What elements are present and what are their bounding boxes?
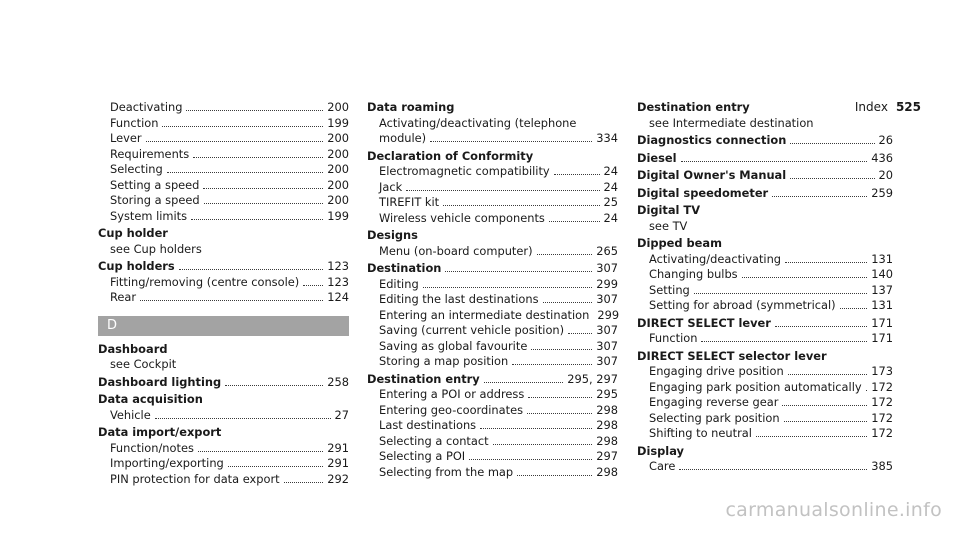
entry-label: Destination entry (637, 100, 750, 114)
dot-leader (146, 141, 324, 142)
sub-entry (98, 456, 349, 472)
sub-entry (367, 403, 618, 419)
dot-leader (155, 418, 331, 419)
entry-label: Saving (current vehicle position) (379, 323, 565, 337)
sub-entry (98, 147, 349, 163)
dot-leader (423, 287, 593, 288)
page-ref[interactable]: 200 (327, 131, 349, 145)
entry-label: Cup holder (98, 226, 168, 240)
dot-leader (866, 390, 868, 391)
page-ref[interactable]: 172 (871, 426, 893, 440)
entry-label: Function/notes (110, 440, 194, 455)
dot-leader (543, 302, 593, 303)
entry-label: Rear (110, 290, 137, 304)
sub-entry (98, 100, 349, 116)
index-column-3 (637, 100, 893, 477)
dot-leader (480, 428, 592, 429)
dot-leader (512, 364, 592, 365)
dot-leader (549, 221, 600, 222)
page-ref[interactable]: 385 (871, 459, 893, 473)
page-ref[interactable]: 334 (596, 131, 618, 145)
page-ref[interactable]: 295, 297 (567, 371, 618, 386)
dot-leader (756, 436, 867, 437)
index-term (637, 236, 893, 252)
sub-entry (367, 180, 618, 196)
sub-entry (98, 193, 349, 209)
entry-label: Engaging reverse gear (649, 395, 779, 409)
sub-entry (367, 131, 618, 147)
entry-label: Diagnostics connection (637, 133, 787, 147)
page-ref[interactable]: 27 (334, 407, 349, 422)
sub-entry (98, 162, 349, 178)
index-term (98, 425, 349, 441)
entry-label: Lever (110, 131, 142, 145)
entry-label: Storing a map position (379, 354, 509, 368)
page-number: 525 (895, 100, 921, 114)
entry-label: Selecting a contact (379, 433, 489, 448)
entry-label: Setting for abroad (symmetrical) (649, 298, 836, 312)
index-term (637, 168, 893, 184)
sub-entry (637, 331, 893, 347)
entry-label: Menu (on-board computer) (379, 243, 533, 258)
dot-leader (445, 271, 592, 272)
index-entry (98, 342, 349, 373)
entry-label: Dashboard (98, 341, 168, 356)
page-ref[interactable]: 200 (327, 146, 349, 161)
dot-leader (531, 349, 592, 350)
index-entry (98, 100, 349, 224)
entry-label: Wireless vehicle components (379, 210, 545, 225)
page-ref[interactable]: 131 (871, 251, 893, 266)
page-ref[interactable]: 291 (327, 456, 349, 470)
dot-leader (284, 482, 324, 483)
dot-leader (554, 174, 600, 175)
page-ref[interactable]: 265 (596, 243, 618, 258)
entry-label: Jack (379, 179, 403, 194)
section-letter-d: D (98, 316, 349, 336)
entry-label: Selecting a POI (379, 449, 466, 463)
page-ref[interactable]: 24 (603, 179, 618, 194)
index-term (98, 259, 349, 275)
page-ref[interactable]: 172 (871, 395, 893, 409)
entry-label: Deactivating (110, 100, 183, 114)
entry-label: Storing a speed (110, 193, 200, 207)
sub-entry (98, 275, 349, 291)
page-ref[interactable]: 171 (871, 315, 893, 330)
dot-leader (303, 285, 323, 286)
entry-label: DIRECT SELECT selector lever (637, 348, 827, 363)
page-ref[interactable]: 291 (327, 440, 349, 455)
index-column-2 (367, 100, 618, 482)
sub-entry (367, 323, 618, 339)
sub-entry (98, 209, 349, 225)
entry-label: Function (110, 115, 159, 130)
dot-leader (772, 196, 867, 197)
page-ref[interactable]: 259 (871, 185, 893, 200)
entry-label: DIRECT SELECT lever (637, 315, 771, 330)
sub-entry (637, 459, 893, 475)
index-entry (637, 168, 893, 184)
dot-leader (568, 333, 592, 334)
sub-entry (367, 195, 618, 211)
see-reference[interactable]: see TV (649, 218, 688, 233)
dot-leader (228, 466, 323, 467)
dot-leader (517, 475, 592, 476)
dot-leader (790, 178, 874, 179)
page-ref[interactable]: 436 (871, 150, 893, 165)
dot-leader (775, 326, 867, 327)
entry-label: Requirements (110, 146, 190, 161)
index-term (637, 151, 893, 167)
dot-leader (493, 444, 593, 445)
entry-label: Setting (649, 282, 690, 297)
index-entry (367, 100, 618, 147)
entry-label: PIN protection for data export (110, 471, 280, 486)
page-ref[interactable]: 199 (327, 115, 349, 130)
entry-label: Diesel (637, 150, 677, 165)
entry-label: Selecting (110, 162, 163, 176)
index-term (98, 375, 349, 391)
page-ref[interactable]: 171 (871, 331, 893, 345)
sub-entry (367, 465, 618, 481)
dot-leader (191, 219, 323, 220)
sub-entry (367, 418, 618, 434)
page-ref[interactable]: 123 (327, 274, 349, 289)
index-entry (367, 261, 618, 370)
index-column-1 (98, 100, 349, 489)
index-entry (637, 349, 893, 442)
page-ref[interactable]: 140 (871, 267, 893, 281)
dot-leader (484, 382, 564, 383)
sub-entry (367, 434, 618, 450)
index-entry (98, 259, 349, 306)
index-entry (637, 100, 893, 131)
index-term (367, 372, 618, 388)
sub-entry (367, 292, 618, 308)
page-ref[interactable]: 173 (871, 364, 893, 378)
dot-leader (701, 341, 867, 342)
sub-entry (98, 441, 349, 457)
entry-label: Designs (367, 228, 418, 242)
dot-leader (694, 293, 867, 294)
dot-leader (443, 205, 599, 206)
page-ref[interactable]: 298 (596, 433, 618, 448)
page-ref[interactable]: 131 (871, 298, 893, 312)
sub-entry (98, 472, 349, 488)
index-term (98, 342, 349, 358)
sub-entry (367, 164, 618, 180)
dot-leader (225, 385, 323, 386)
page-ref[interactable]: 299 (597, 307, 620, 322)
dot-leader (527, 413, 592, 414)
dot-leader (537, 254, 593, 255)
index-term (637, 100, 893, 116)
index-entry (637, 203, 893, 234)
index-term (637, 444, 893, 460)
index-term (367, 100, 618, 116)
index-term (98, 392, 349, 408)
dot-leader (790, 143, 874, 144)
page-ref[interactable]: 307 (596, 261, 618, 275)
page-ref[interactable]: 200 (327, 177, 349, 192)
entry-label: Data import/export (98, 425, 222, 439)
entry-label: Dashboard lighting (98, 374, 222, 389)
dot-leader (140, 300, 323, 301)
page-ref[interactable]: 172 (871, 379, 893, 394)
page-ref[interactable]: 200 (327, 162, 349, 176)
page-ref[interactable]: 24 (603, 164, 618, 178)
entry-label: Selecting from the map (379, 464, 514, 479)
entry-label: Changing bulbs (649, 267, 738, 281)
index-term (367, 228, 618, 244)
sub-entry (367, 211, 618, 227)
sub-entry (367, 449, 618, 465)
dot-leader (782, 405, 867, 406)
index-term (637, 203, 893, 219)
sub-entry (98, 178, 349, 194)
index-entry (98, 425, 349, 487)
index-term (637, 316, 893, 332)
index-term (367, 261, 618, 277)
dot-leader (406, 190, 599, 191)
index-entry (367, 372, 618, 481)
page-ref[interactable]: 20 (878, 168, 893, 182)
entry-label: Cup holders (98, 259, 175, 273)
entry-label: module) (379, 131, 427, 145)
page-ref[interactable]: 292 (327, 471, 349, 486)
sub-entry (637, 283, 893, 299)
entry-label: Saving as global favourite (379, 338, 528, 353)
see-reference[interactable]: see Intermediate destination (649, 115, 814, 130)
sub-entry (637, 395, 893, 411)
dot-leader (785, 262, 867, 263)
page-ref[interactable]: 295 (596, 387, 618, 401)
page-ref[interactable]: 307 (596, 292, 618, 306)
page-ref[interactable]: 199 (327, 208, 349, 223)
page-ref[interactable]: 307 (596, 338, 618, 353)
sub-entry (367, 308, 618, 324)
index-term (367, 149, 618, 165)
entry-label: Entering geo-coordinates (379, 402, 524, 417)
dot-leader (681, 161, 868, 162)
entry-label: Destination entry (367, 371, 480, 386)
entry-label: Electromagnetic compatibility (379, 164, 550, 178)
entry-label: Editing the last destinations (379, 292, 539, 306)
page-ref[interactable]: 200 (327, 193, 349, 207)
entry-label: Activating/deactivating (649, 251, 782, 266)
entry-label: Data roaming (367, 100, 455, 114)
sub-entry (98, 116, 349, 132)
sub-entry (637, 298, 893, 314)
dot-leader (198, 451, 323, 452)
dot-leader (679, 469, 867, 470)
page-ref[interactable]: 298 (596, 418, 618, 432)
sub-entry (98, 408, 349, 424)
sub-entry (98, 290, 349, 306)
entry-label: Digital speedometer (637, 185, 769, 200)
index-entry (637, 444, 893, 475)
dot-leader (179, 269, 324, 270)
sub-entry (367, 339, 618, 355)
entry-label: Function (649, 331, 698, 345)
page-ref[interactable]: 298 (596, 464, 618, 479)
entry-label: Importing/exporting (110, 456, 224, 470)
entry-label: TIREFIT kit (379, 195, 440, 209)
page-ref[interactable]: 123 (327, 259, 349, 273)
index-entry (637, 236, 893, 314)
index-entry (637, 186, 893, 202)
entry-label: Destination (367, 261, 442, 275)
entry-label: Entering an intermediate destination (379, 307, 590, 322)
sub-entry (367, 244, 618, 260)
index-entry (98, 392, 349, 423)
see-reference[interactable]: see Cup holders (110, 241, 202, 256)
page-ref[interactable]: 24 (603, 210, 618, 225)
entry-label: Engaging park position automatically (649, 379, 862, 394)
index-term (637, 186, 893, 202)
index-entry (367, 149, 618, 227)
index-entry (367, 228, 618, 259)
dot-leader (162, 126, 323, 127)
dot-leader (469, 459, 592, 460)
entry-label: Display (637, 443, 684, 458)
sub-entry (98, 131, 349, 147)
page-ref[interactable]: 297 (596, 449, 618, 463)
entry-label: Digital Owner's Manual (637, 168, 787, 182)
dot-leader (528, 397, 592, 398)
sub-entry (637, 364, 893, 380)
sub-entry (637, 267, 893, 283)
sub-entry (637, 252, 893, 268)
section-title: Index (854, 100, 888, 114)
entry-label: Selecting park position (649, 410, 780, 425)
entry-label: Fitting/removing (centre console) (110, 274, 300, 289)
page-ref[interactable]: 172 (871, 410, 893, 425)
sub-entry (367, 354, 618, 370)
entry-label: Activating/deactivating (telephone (379, 115, 577, 130)
dot-leader (167, 172, 323, 173)
entry-label: Shifting to neutral (649, 426, 752, 440)
dot-leader (186, 110, 323, 111)
entry-label: Digital TV (637, 203, 701, 217)
page-ref[interactable]: 299 (596, 276, 618, 291)
sub-entry (367, 387, 618, 403)
watermark: carmanualsonline.info (725, 499, 942, 521)
dot-leader (203, 188, 323, 189)
dot-leader (784, 421, 868, 422)
entry-label: Editing (379, 276, 419, 291)
entry-label: System limits (110, 208, 188, 223)
page-ref[interactable]: 258 (327, 374, 349, 389)
page-ref[interactable]: 137 (871, 282, 893, 297)
page-ref[interactable]: 200 (327, 100, 349, 114)
page-ref[interactable]: 25 (603, 195, 618, 209)
dot-leader (204, 203, 324, 204)
entry-label: Engaging drive position (649, 364, 784, 378)
entry-label: Data acquisition (98, 392, 203, 406)
index-entry (637, 151, 893, 167)
index-entry (637, 133, 893, 149)
index-term (637, 349, 893, 365)
dot-leader (742, 277, 868, 278)
page-ref[interactable]: 307 (596, 354, 618, 368)
entry-label: Entering a POI or address (379, 387, 525, 401)
page-ref[interactable]: 26 (878, 133, 893, 147)
see-reference[interactable]: see Cockpit (110, 357, 177, 371)
index-entry (98, 226, 349, 257)
page-ref[interactable]: 298 (596, 402, 618, 417)
sub-entry (637, 380, 893, 396)
page-ref[interactable]: 307 (596, 323, 618, 337)
index-term (637, 133, 893, 149)
page-ref[interactable]: 124 (327, 290, 349, 304)
index-entry (98, 375, 349, 391)
sub-entry (637, 411, 893, 427)
entry-label: Dipped beam (637, 236, 722, 250)
sub-entry (367, 116, 618, 132)
entry-label: Care (649, 459, 676, 473)
dot-leader (840, 308, 868, 309)
dot-leader (193, 157, 323, 158)
dot-leader (430, 141, 592, 142)
index-term (98, 226, 349, 242)
entry-label: Last destinations (379, 418, 477, 432)
sub-entry (637, 426, 893, 442)
index-entry (637, 316, 893, 347)
entry-label: Vehicle (110, 407, 151, 422)
entry-label: Declaration of Conformity (367, 148, 534, 163)
sub-entry (367, 277, 618, 293)
dot-leader (788, 374, 868, 375)
entry-label: Setting a speed (110, 177, 200, 192)
